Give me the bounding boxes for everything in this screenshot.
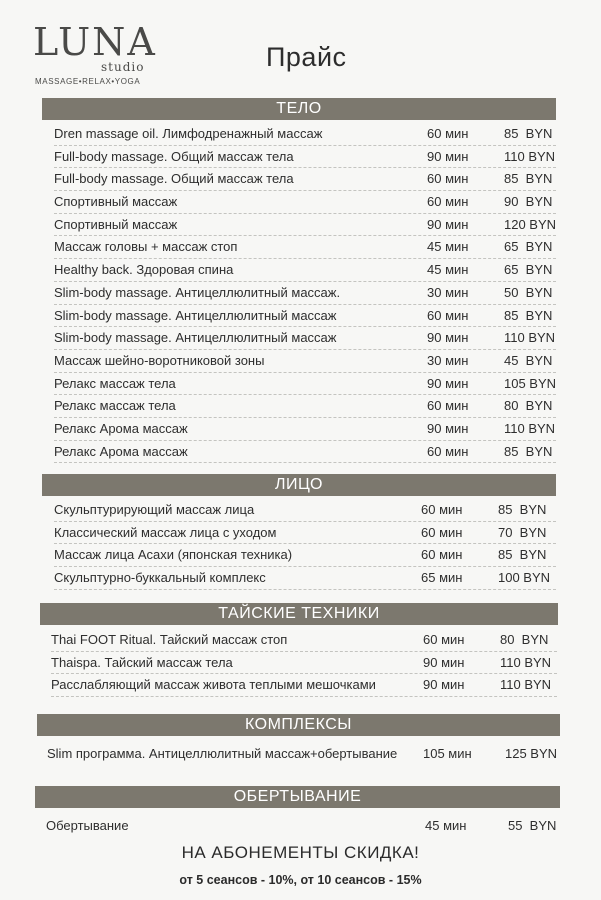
service-name: Full-body massage. Общий массаж тела bbox=[54, 171, 294, 187]
service-name: Релакс массаж тела bbox=[54, 398, 176, 414]
service-price: 50 BYN bbox=[504, 284, 553, 300]
service-price: 110 BYN bbox=[504, 330, 556, 346]
service-price: 110 BYN bbox=[500, 654, 552, 670]
price-row bbox=[54, 168, 556, 191]
price-row bbox=[54, 441, 556, 464]
service-name: Релакс Арома массаж bbox=[54, 420, 188, 436]
service-duration: 60 мин bbox=[427, 398, 469, 414]
section-header-face: ЛИЦО bbox=[42, 474, 556, 496]
service-price: 100 BYN bbox=[498, 570, 551, 586]
section-header-body: ТЕЛО bbox=[42, 98, 556, 120]
service-duration: 30 мин bbox=[427, 284, 469, 300]
service-name: Спортивный массаж bbox=[54, 216, 178, 232]
service-name: Релакс массаж тела bbox=[54, 375, 176, 391]
service-name: Thai FOOT Ritual. Тайский массаж стоп bbox=[51, 632, 288, 647]
price-row bbox=[54, 544, 556, 567]
price-row bbox=[54, 395, 556, 418]
price-row bbox=[54, 282, 556, 305]
price-row bbox=[54, 191, 556, 214]
service-duration: 90 мин bbox=[423, 654, 465, 670]
price-row bbox=[54, 418, 556, 441]
service-duration: 90 мин bbox=[427, 148, 469, 164]
price-row bbox=[47, 743, 557, 765]
price-row bbox=[54, 214, 556, 237]
price-row bbox=[54, 499, 556, 522]
service-name: Скульптурирующий массаж лица bbox=[54, 502, 255, 517]
service-duration: 60 мин bbox=[427, 194, 469, 210]
section-body-list bbox=[54, 123, 556, 463]
price-row bbox=[54, 522, 556, 545]
service-price: 85 BYN bbox=[504, 307, 553, 323]
price-row bbox=[51, 652, 557, 675]
section-face-list bbox=[54, 499, 556, 590]
service-name: Массаж головы + массаж стоп bbox=[54, 239, 238, 255]
logo-subtitle: studio bbox=[101, 60, 145, 74]
service-price: 55 BYN bbox=[508, 818, 557, 833]
section-header-thai: ТАЙСКИЕ ТЕХНИКИ bbox=[40, 603, 558, 625]
price-row bbox=[51, 674, 557, 697]
service-duration: 30 мин bbox=[427, 352, 469, 368]
service-duration: 60 мин bbox=[421, 524, 463, 540]
section-complexes-list bbox=[47, 743, 557, 765]
price-row bbox=[54, 373, 556, 396]
service-price: 85 BYN bbox=[504, 443, 553, 459]
promo-details: от 5 сеансов - 10%, от 10 сеансов - 15% bbox=[179, 873, 422, 887]
logo-tagline: MASSAGE•RELAX•YOGA bbox=[35, 77, 141, 86]
price-row bbox=[51, 629, 557, 652]
service-duration: 45 мин bbox=[427, 262, 469, 278]
service-name: Slim-body massage. Антицеллюлитный массаж bbox=[54, 307, 337, 323]
service-price: 65 BYN bbox=[504, 262, 553, 278]
section-header-complexes: КОМПЛЕКСЫ bbox=[37, 714, 560, 736]
service-name: Скульптурно-буккальный комплекс bbox=[54, 570, 266, 586]
service-name: Dren massage oil. Лимфодренажный массаж bbox=[54, 126, 323, 141]
service-duration: 60 мин bbox=[423, 632, 465, 647]
service-name: Массаж лица Асахи (японская техника) bbox=[54, 547, 293, 563]
service-name: Slim-body massage. Антицеллюлитный массаж. bbox=[54, 284, 341, 300]
service-name: Релакс Арома массаж bbox=[54, 443, 188, 459]
service-duration: 60 мин bbox=[421, 547, 463, 563]
service-name: Full-body massage. Общий массаж тела bbox=[54, 148, 294, 164]
service-name: Расслабляющий массаж живота теплыми мешочками bbox=[51, 677, 376, 693]
service-name: Классический массаж лица с уходом bbox=[54, 524, 277, 540]
service-duration: 60 мин bbox=[427, 307, 469, 323]
service-duration: 60 мин bbox=[421, 502, 463, 517]
service-price: 80 BYN bbox=[500, 632, 549, 647]
service-price: 120 BYN bbox=[504, 216, 557, 232]
service-name: Healthy back. Здоровая спина bbox=[54, 262, 234, 278]
service-name: Массаж шейно-воротниковой зоны bbox=[54, 352, 265, 368]
service-duration: 60 мин bbox=[427, 443, 469, 459]
service-duration: 90 мин bbox=[427, 330, 469, 346]
service-price: 45 BYN bbox=[504, 352, 553, 368]
service-name: Обертывание bbox=[46, 818, 129, 833]
service-duration: 45 мин bbox=[427, 239, 469, 255]
section-thai-list bbox=[51, 629, 557, 697]
page-title: Прайс bbox=[266, 42, 347, 72]
luna-studio-logo bbox=[33, 22, 163, 92]
service-name: Спортивный массаж bbox=[54, 194, 178, 210]
service-price: 85 BYN bbox=[498, 547, 547, 563]
service-price: 80 BYN bbox=[504, 398, 553, 414]
service-price: 125 BYN bbox=[505, 746, 558, 761]
price-row bbox=[54, 259, 556, 282]
price-row bbox=[54, 123, 556, 146]
service-name: Slim программа. Антицеллюлитный массаж+обертывание bbox=[47, 746, 398, 761]
price-row bbox=[54, 350, 556, 373]
service-price: 90 BYN bbox=[504, 194, 553, 210]
price-row bbox=[54, 327, 556, 350]
service-duration: 90 мин bbox=[427, 420, 469, 436]
price-row bbox=[54, 236, 556, 259]
promo-title: НА АБОНЕМЕНТЫ СКИДКА! bbox=[181, 843, 420, 862]
service-duration: 90 мин bbox=[427, 375, 469, 391]
service-price: 65 BYN bbox=[504, 239, 553, 255]
price-row bbox=[54, 305, 556, 328]
service-price: 70 BYN bbox=[498, 524, 547, 540]
price-row bbox=[46, 815, 558, 837]
service-duration: 105 мин bbox=[423, 746, 472, 761]
service-duration: 90 мин bbox=[427, 216, 469, 232]
section-wrap-list bbox=[46, 815, 558, 837]
service-duration: 45 мин bbox=[425, 818, 467, 833]
service-duration: 90 мин bbox=[423, 677, 465, 693]
service-price: 105 BYN bbox=[504, 375, 557, 391]
service-price: 110 BYN bbox=[500, 677, 552, 693]
price-row bbox=[54, 146, 556, 169]
service-price: 110 BYN bbox=[504, 420, 556, 436]
price-row bbox=[54, 567, 556, 590]
service-price: 85 BYN bbox=[504, 126, 553, 141]
service-price: 85 BYN bbox=[498, 502, 547, 517]
service-duration: 60 мин bbox=[427, 171, 469, 187]
service-name: Thaispa. Тайский массаж тела bbox=[51, 654, 233, 670]
service-name: Slim-body massage. Антицеллюлитный массаж bbox=[54, 330, 337, 346]
logo-wordmark: LUNA bbox=[33, 20, 157, 64]
service-price: 110 BYN bbox=[504, 148, 556, 164]
section-header-wrap: ОБЕРТЫВАНИЕ bbox=[35, 786, 560, 808]
service-duration: 60 мин bbox=[427, 126, 469, 141]
service-price: 85 BYN bbox=[504, 171, 553, 187]
service-duration: 65 мин bbox=[421, 570, 463, 586]
